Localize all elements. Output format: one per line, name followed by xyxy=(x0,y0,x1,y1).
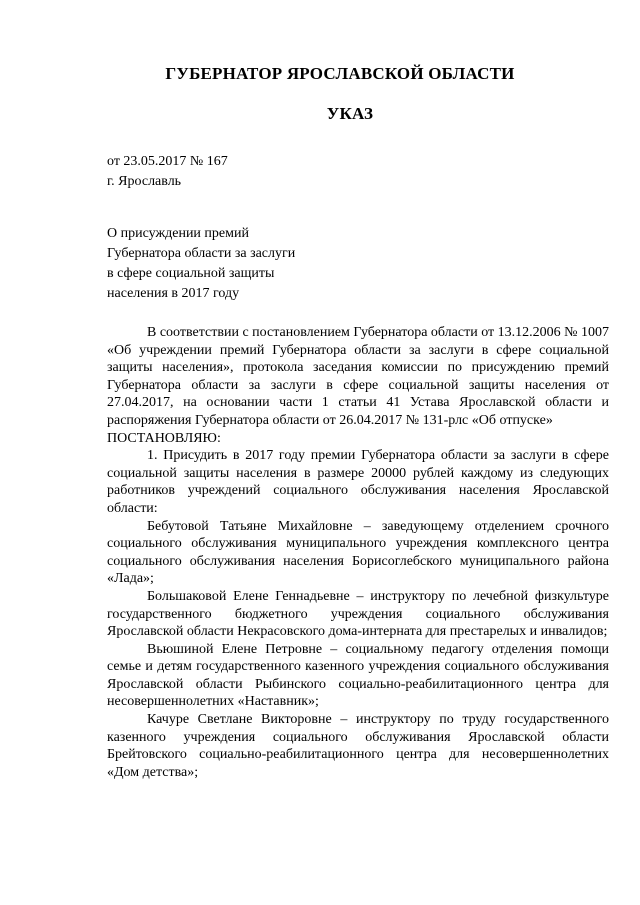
subject-line: Губернатора области за заслуги xyxy=(107,246,296,261)
awardee-paragraph: Вьюшиной Елене Петровне – социальному педагогу отделения помощи семье и детям государственного казенного учреждения социального обслуживания Ярославской области Рыбинского социально-реабилитационного центра для несовершеннолетних «Наставник»; xyxy=(107,641,609,710)
awardee-paragraph: Качуре Светлане Викторовне – инструктору по труду государственного казенного учреждения социального обслуживания Ярославской области Брейтовского социально-реабилитационного центра для несовершеннолетних «Дом детства»; xyxy=(107,712,609,780)
document-issuer-title: ГУБЕРНАТОР ЯРОСЛАВСКОЙ ОБЛАСТИ xyxy=(165,64,515,83)
preamble-paragraph: В соответствии с постановлением Губернатора области от 13.12.2006 № 1007 «Об учреждении премий Губернатора области за заслуги в сфере социальной защиты населения», протокола заседания комиссии по присуждению премий Губернатора области за заслуги в сфере социальной защиты населения от 27.04.2017, на основании части 1 статьи 41 Устава Ярославской области и распоряжения Губернатора области от 26.04.2017 № 131-рлс «Об отпуске» xyxy=(107,325,609,428)
awardee-paragraph: Бебутовой Татьяне Михайловне – заведующему отделением срочного социального обслуживания муниципального учреждения комплексного центра социального обслуживания населения Борисоглебского муниципального района «Лада»; xyxy=(107,518,609,587)
subject-line: О присуждении премий xyxy=(107,226,249,241)
awardee-paragraph: Большаковой Елене Геннадьевне – инструктору по лечебной физкультуре государственного бюджетного учреждения социального обслуживания Ярославской области Некрасовского дома-интерната для престарелых и инвалидов; xyxy=(107,588,609,640)
decree-word: ПОСТАНОВЛЯЮ: xyxy=(107,430,221,446)
item-1-paragraph: 1. Присудить в 2017 году премии Губернатора области за заслуги в сфере социальной защиты населения в размере 20000 рублей каждому из следующих работников учреждений социального обслуживания населения Ярославской области: xyxy=(107,448,609,516)
document-date-number: от 23.05.2017 № 167 xyxy=(107,154,228,169)
subject-line: населения в 2017 году xyxy=(107,286,240,301)
document-city: г. Ярославль xyxy=(107,174,182,189)
document-body xyxy=(107,324,609,781)
subject-line: в сфере социальной защиты xyxy=(107,266,275,281)
document-type-title: УКАЗ xyxy=(326,104,374,123)
document-subject xyxy=(107,224,347,304)
